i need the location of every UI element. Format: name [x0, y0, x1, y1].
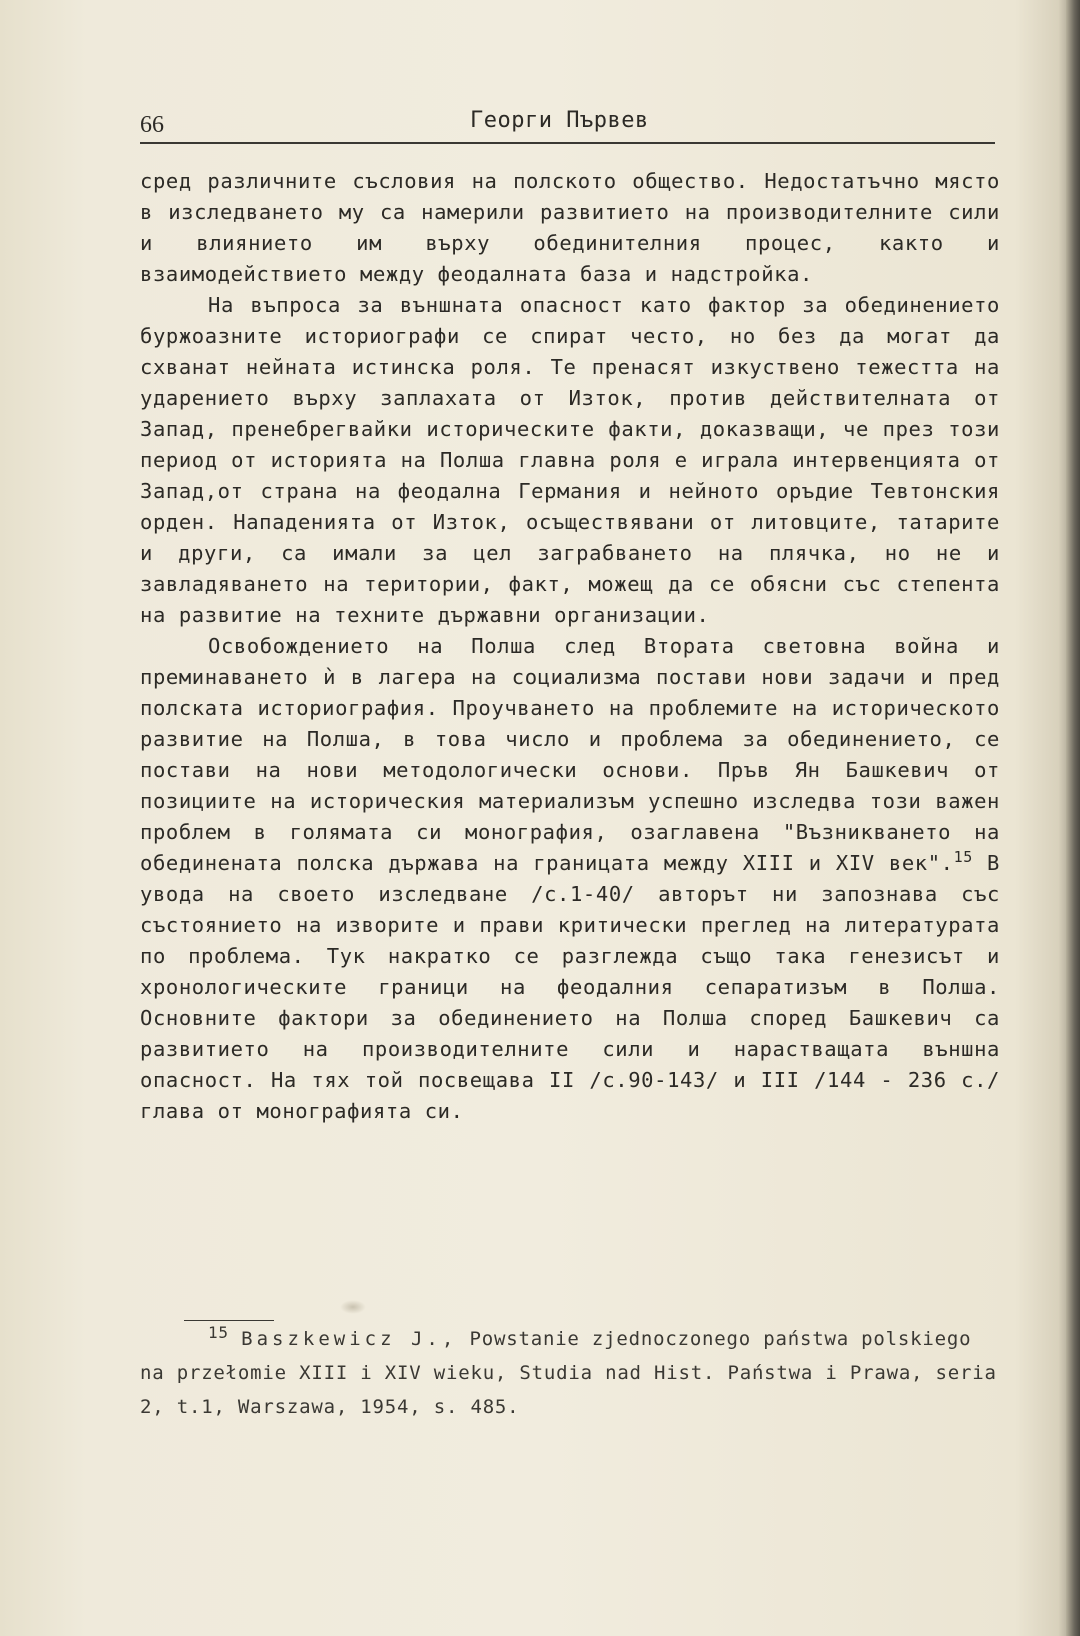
- paragraph-3-part-a: Освобождението на Полша след Втората световна война и преминаването ѝ в лагера на социализма постави нови задачи и пред полската историография. Проучването на проблемите на историческото развитие на Полша, в това число и проблема за обединението, се постави на нови методологически основи. Пръв Ян Башкевич от позициите на историческия материализъм успешно изследва този важен проблем в голямата си монография, озаглавена "Възникването на обединената полска държава на границата между XIII и XIV век".: [140, 634, 1000, 875]
- body-text: [140, 166, 1000, 1127]
- page-binding-edge: [1066, 0, 1080, 1636]
- page-number: 66: [140, 112, 164, 138]
- ink-smudge: [340, 1300, 366, 1314]
- paragraph-3-part-b: В увода на своето изследване /с.1-40/ авторът ни запознава със състоянието на изворите и прави критически преглед на литературата по проблема. Тук накратко се разглежда също така генезисът и хронологическите граници на феодалния сепаратизъм в Полша. Основните фактори за обединението на Полша според Башкевич са развитието на производителните сили и нарастващата външна опасност. На тях той посвещава II /с.90-143/ и III /144 - 236 с./ глава от монографията си.: [140, 851, 1001, 1123]
- footnote-marker: 15: [208, 1322, 229, 1342]
- footnote-reference: 15: [953, 848, 973, 867]
- footnote: [140, 1322, 1000, 1424]
- page-header: [140, 106, 995, 144]
- paragraph-2: На въпроса за външната опасност като фактор за обединението буржоазните историографи се спират често, но без да могат да схванат нейната истинска роля. Те пренасят изкуствено тежестта на ударението върху заплахата от Изток, против действителната от Запад, пренебрегвайки историческите факти, доказващи, че през този период от историята на Полша главна роля е играла интервенцията от Запад,от страна на феодална Германия и нейното оръдие Тевтонския орден. Нападенията от Изток, осъществявани от литовците, татарите и други, са имали за цел заграбването на плячка, но не и завладяването на територии, факт, можещ да се обясни със степента на развитие на техните държавни организации.: [140, 293, 1000, 627]
- paragraph-1: сред различните съсловия на полското общество. Недостатъчно място в изследването му са намерили развитието на производителните сили и влиянието им върху обединителния процес, както и взаимодействието между феодалната база и надстройка.: [140, 169, 1000, 286]
- footnote-rule: [184, 1320, 274, 1321]
- running-head: Георги Първев: [470, 108, 649, 133]
- footnote-author: Baszkewicz J.,: [241, 1328, 458, 1350]
- footnote-text: Powstanie zjednoczonego państwa polskiego na przełomie XIII i XIV wieku, Studia nad Hist. Państwa i Prawa, seria 2, t.1, Warszawa, 1954, s. 485.: [140, 1328, 997, 1418]
- paragraph-3: [140, 631, 1000, 1127]
